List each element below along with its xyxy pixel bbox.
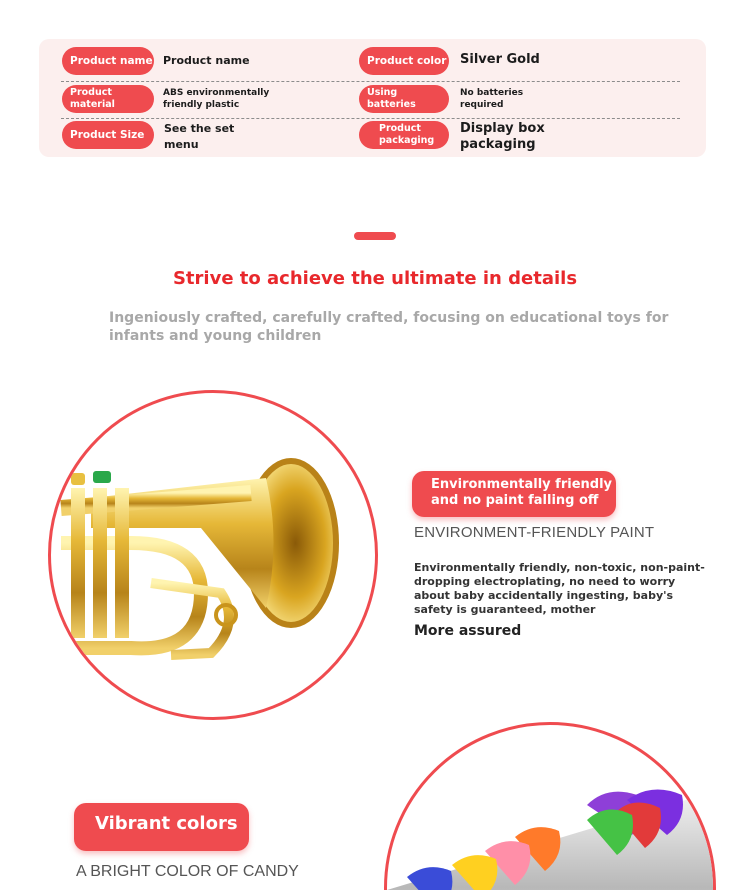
- feature-colors-title: A BRIGHT COLOR OF CANDY: [76, 863, 299, 880]
- feature-pill-text: Environmentally friendly and no paint falling off: [431, 477, 613, 508]
- spec-value: ABS environmentally friendly plastic: [163, 88, 270, 110]
- spec-value: Silver Gold: [460, 52, 540, 67]
- colorful-keys-image: [384, 722, 716, 890]
- trumpet-illustration: [51, 393, 378, 720]
- spec-label-pill: [359, 85, 449, 113]
- feature-eco-title: ENVIRONMENT-FRIENDLY PAINT: [414, 524, 655, 541]
- spec-row: [39, 82, 706, 119]
- feature-pill-text: Vibrant colors: [95, 813, 238, 834]
- section-subline: Ingeniously crafted, carefully crafted, focusing on educational toys for infants and young children: [109, 310, 669, 344]
- spec-label: Product name: [70, 55, 153, 67]
- keys-illustration: [387, 725, 716, 890]
- feature-eco-more: More assured: [414, 623, 522, 639]
- spec-label-pill: [62, 47, 154, 75]
- spec-label: Using batteries: [367, 87, 416, 110]
- spec-value: Display box packaging: [460, 121, 545, 152]
- spec-label: Product packaging: [379, 123, 435, 146]
- trumpet-image: [48, 390, 378, 720]
- product-spec-card: [39, 39, 706, 157]
- section-headline: Strive to achieve the ultimate in details: [172, 268, 578, 289]
- spec-label-pill: [359, 121, 449, 149]
- spec-value: See the set menu: [164, 122, 235, 151]
- spec-row: [39, 119, 706, 156]
- spec-label: Product Size: [70, 129, 145, 141]
- spec-row: [39, 45, 706, 82]
- spec-label: Product color: [367, 55, 447, 67]
- feature-eco-description: Environmentally friendly, non-toxic, non-paint-dropping electroplating, no need to worry about baby accidentally ingesting, baby's safety is guaranteed, mother: [414, 561, 705, 616]
- spec-label-pill: [359, 47, 449, 75]
- spec-value: Product name: [163, 54, 250, 67]
- spec-label: Product material: [70, 87, 115, 110]
- feature-colors-pill: [74, 803, 249, 851]
- spec-label-pill: [62, 121, 154, 149]
- section-accent-bar: [354, 232, 396, 240]
- spec-value: No batteries required: [460, 88, 524, 110]
- feature-eco-pill: [412, 471, 616, 517]
- spec-label-pill: [62, 85, 154, 113]
